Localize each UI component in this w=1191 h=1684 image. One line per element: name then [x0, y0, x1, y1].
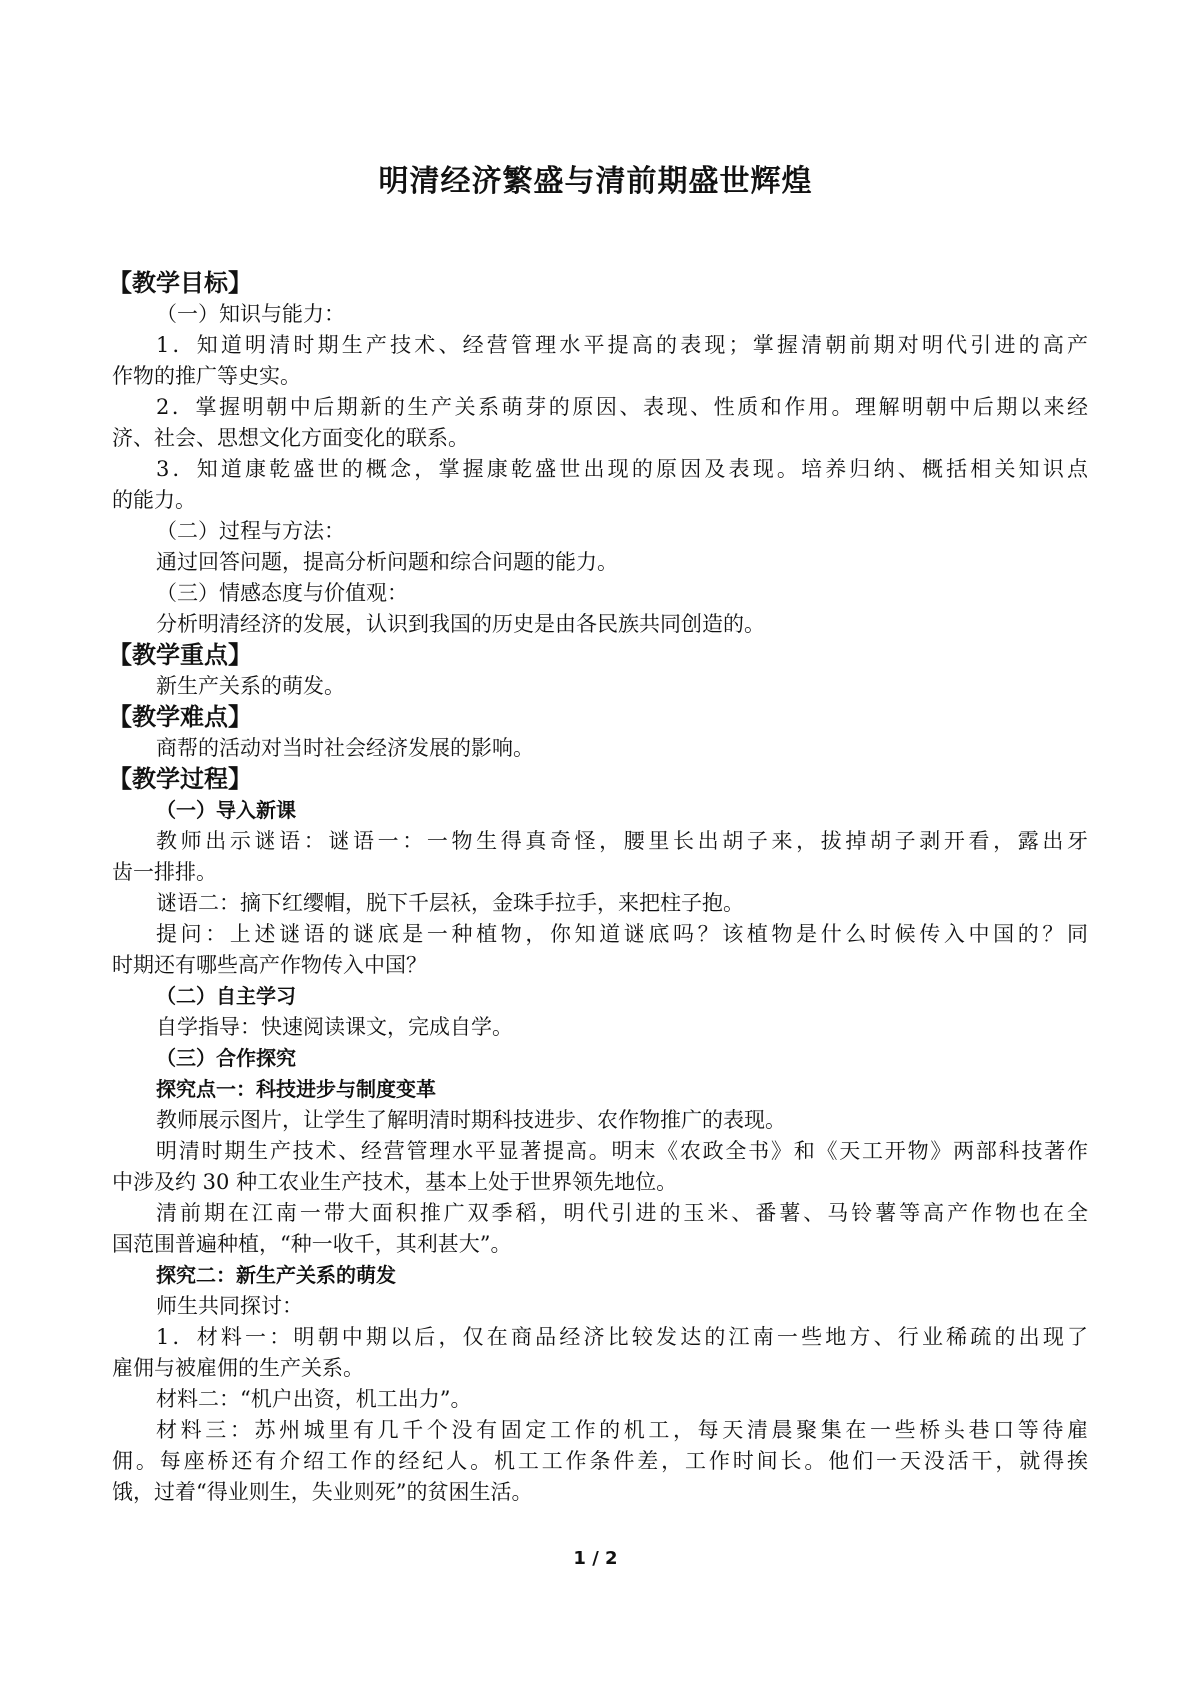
paragraph-line: 的能力。 — [112, 488, 196, 512]
paragraph-line: 教师展示图片，让学生了解明清时期科技进步、农作物推广的表现。 — [156, 1108, 786, 1132]
paragraph-line: 教师出示谜语：谜语一：一物生得真奇怪，腰里长出胡子来，拔掉胡子剥开看，露出牙 — [156, 829, 1088, 853]
paragraph-line: 师生共同探讨： — [156, 1294, 303, 1318]
heading-teaching-process: 【教学过程】 — [108, 765, 252, 793]
paragraph-line: 济、社会、思想文化方面变化的联系。 — [112, 426, 469, 450]
paragraph-line: 新生产关系的萌发。 — [156, 674, 345, 698]
subheading-self-study: （二）自主学习 — [156, 984, 296, 1008]
document-body — [108, 268, 1088, 1508]
paragraph-line: 材料三：苏州城里有几千个没有固定工作的机工，每天清晨聚集在一些桥头巷口等待雇 — [156, 1418, 1088, 1442]
paragraph-line: 商帮的活动对当时社会经济发展的影响。 — [156, 736, 534, 760]
paragraph-line: 2．掌握明朝中后期新的生产关系萌芽的原因、表现、性质和作用。理解明朝中后期以来经 — [156, 395, 1088, 419]
paragraph-line: 明清时期生产技术、经营管理水平显著提高。明末《农政全书》和《天工开物》两部科技著作 — [156, 1139, 1088, 1163]
paragraph-line: 3．知道康乾盛世的概念，掌握康乾盛世出现的原因及表现。培养归纳、概括相关知识点 — [156, 457, 1088, 481]
paragraph-line: 作物的推广等史实。 — [112, 364, 301, 388]
paragraph-line: 分析明清经济的发展，认识到我国的历史是由各民族共同创造的。 — [156, 612, 765, 636]
paragraph-line: 国范围普遍种植，“种一收千，其利甚大”。 — [112, 1232, 512, 1256]
topic-heading-1: 探究点一：科技进步与制度变革 — [156, 1077, 436, 1101]
paragraph-line: 佣。每座桥还有介绍工作的经纪人。机工工作条件差，工作时间长。他们一天没活干，就得挨 — [112, 1449, 1088, 1473]
paragraph-line: 时期还有哪些高产作物传入中国？ — [112, 953, 427, 977]
paragraph-line: 饿，过着“得业则生，失业则死”的贫困生活。 — [112, 1480, 533, 1504]
paragraph-line: 1．材料一：明朝中期以后，仅在商品经济比较发达的江南一些地方、行业稀疏的出现了 — [156, 1325, 1088, 1349]
heading-difficulties: 【教学难点】 — [108, 703, 252, 731]
subheading-knowledge: （一）知识与能力： — [156, 302, 345, 326]
paragraph-line: 材料二：“机户出资，机工出力”。 — [156, 1387, 472, 1411]
topic-heading-2: 探究二：新生产关系的萌发 — [156, 1263, 396, 1287]
paragraph-line: 通过回答问题，提高分析问题和综合问题的能力。 — [156, 550, 618, 574]
subheading-cooperative-inquiry: （三）合作探究 — [156, 1046, 296, 1070]
subheading-introduction: （一）导入新课 — [156, 798, 296, 822]
heading-key-points: 【教学重点】 — [108, 641, 252, 669]
paragraph-line: 清前期在江南一带大面积推广双季稻，明代引进的玉米、番薯、马铃薯等高产作物也在全 — [156, 1201, 1088, 1225]
page-number: 1 / 2 — [573, 1548, 618, 1569]
subheading-attitude-values: （三）情感态度与价值观： — [156, 581, 408, 605]
paragraph-line: 雇佣与被雇佣的生产关系。 — [112, 1356, 364, 1380]
paragraph-line: 自学指导：快速阅读课文，完成自学。 — [156, 1015, 513, 1039]
paragraph-line: 中涉及约 30 种工农业生产技术，基本上处于世界领先地位。 — [112, 1170, 678, 1194]
document-title: 明清经济繁盛与清前期盛世辉煌 — [378, 164, 813, 199]
heading-teaching-goals: 【教学目标】 — [108, 269, 252, 297]
subheading-process-method: （二）过程与方法： — [156, 519, 345, 543]
paragraph-line: 1．知道明清时期生产技术、经营管理水平提高的表现；掌握清朝前期对明代引进的高产 — [156, 333, 1088, 357]
paragraph-line: 提问：上述谜语的谜底是一种植物，你知道谜底吗？该植物是什么时候传入中国的？同 — [156, 922, 1088, 946]
paragraph-line: 谜语二：摘下红缨帽，脱下千层袄，金珠手拉手，来把柱子抱。 — [156, 891, 744, 915]
paragraph-line: 齿一排排。 — [112, 860, 217, 884]
